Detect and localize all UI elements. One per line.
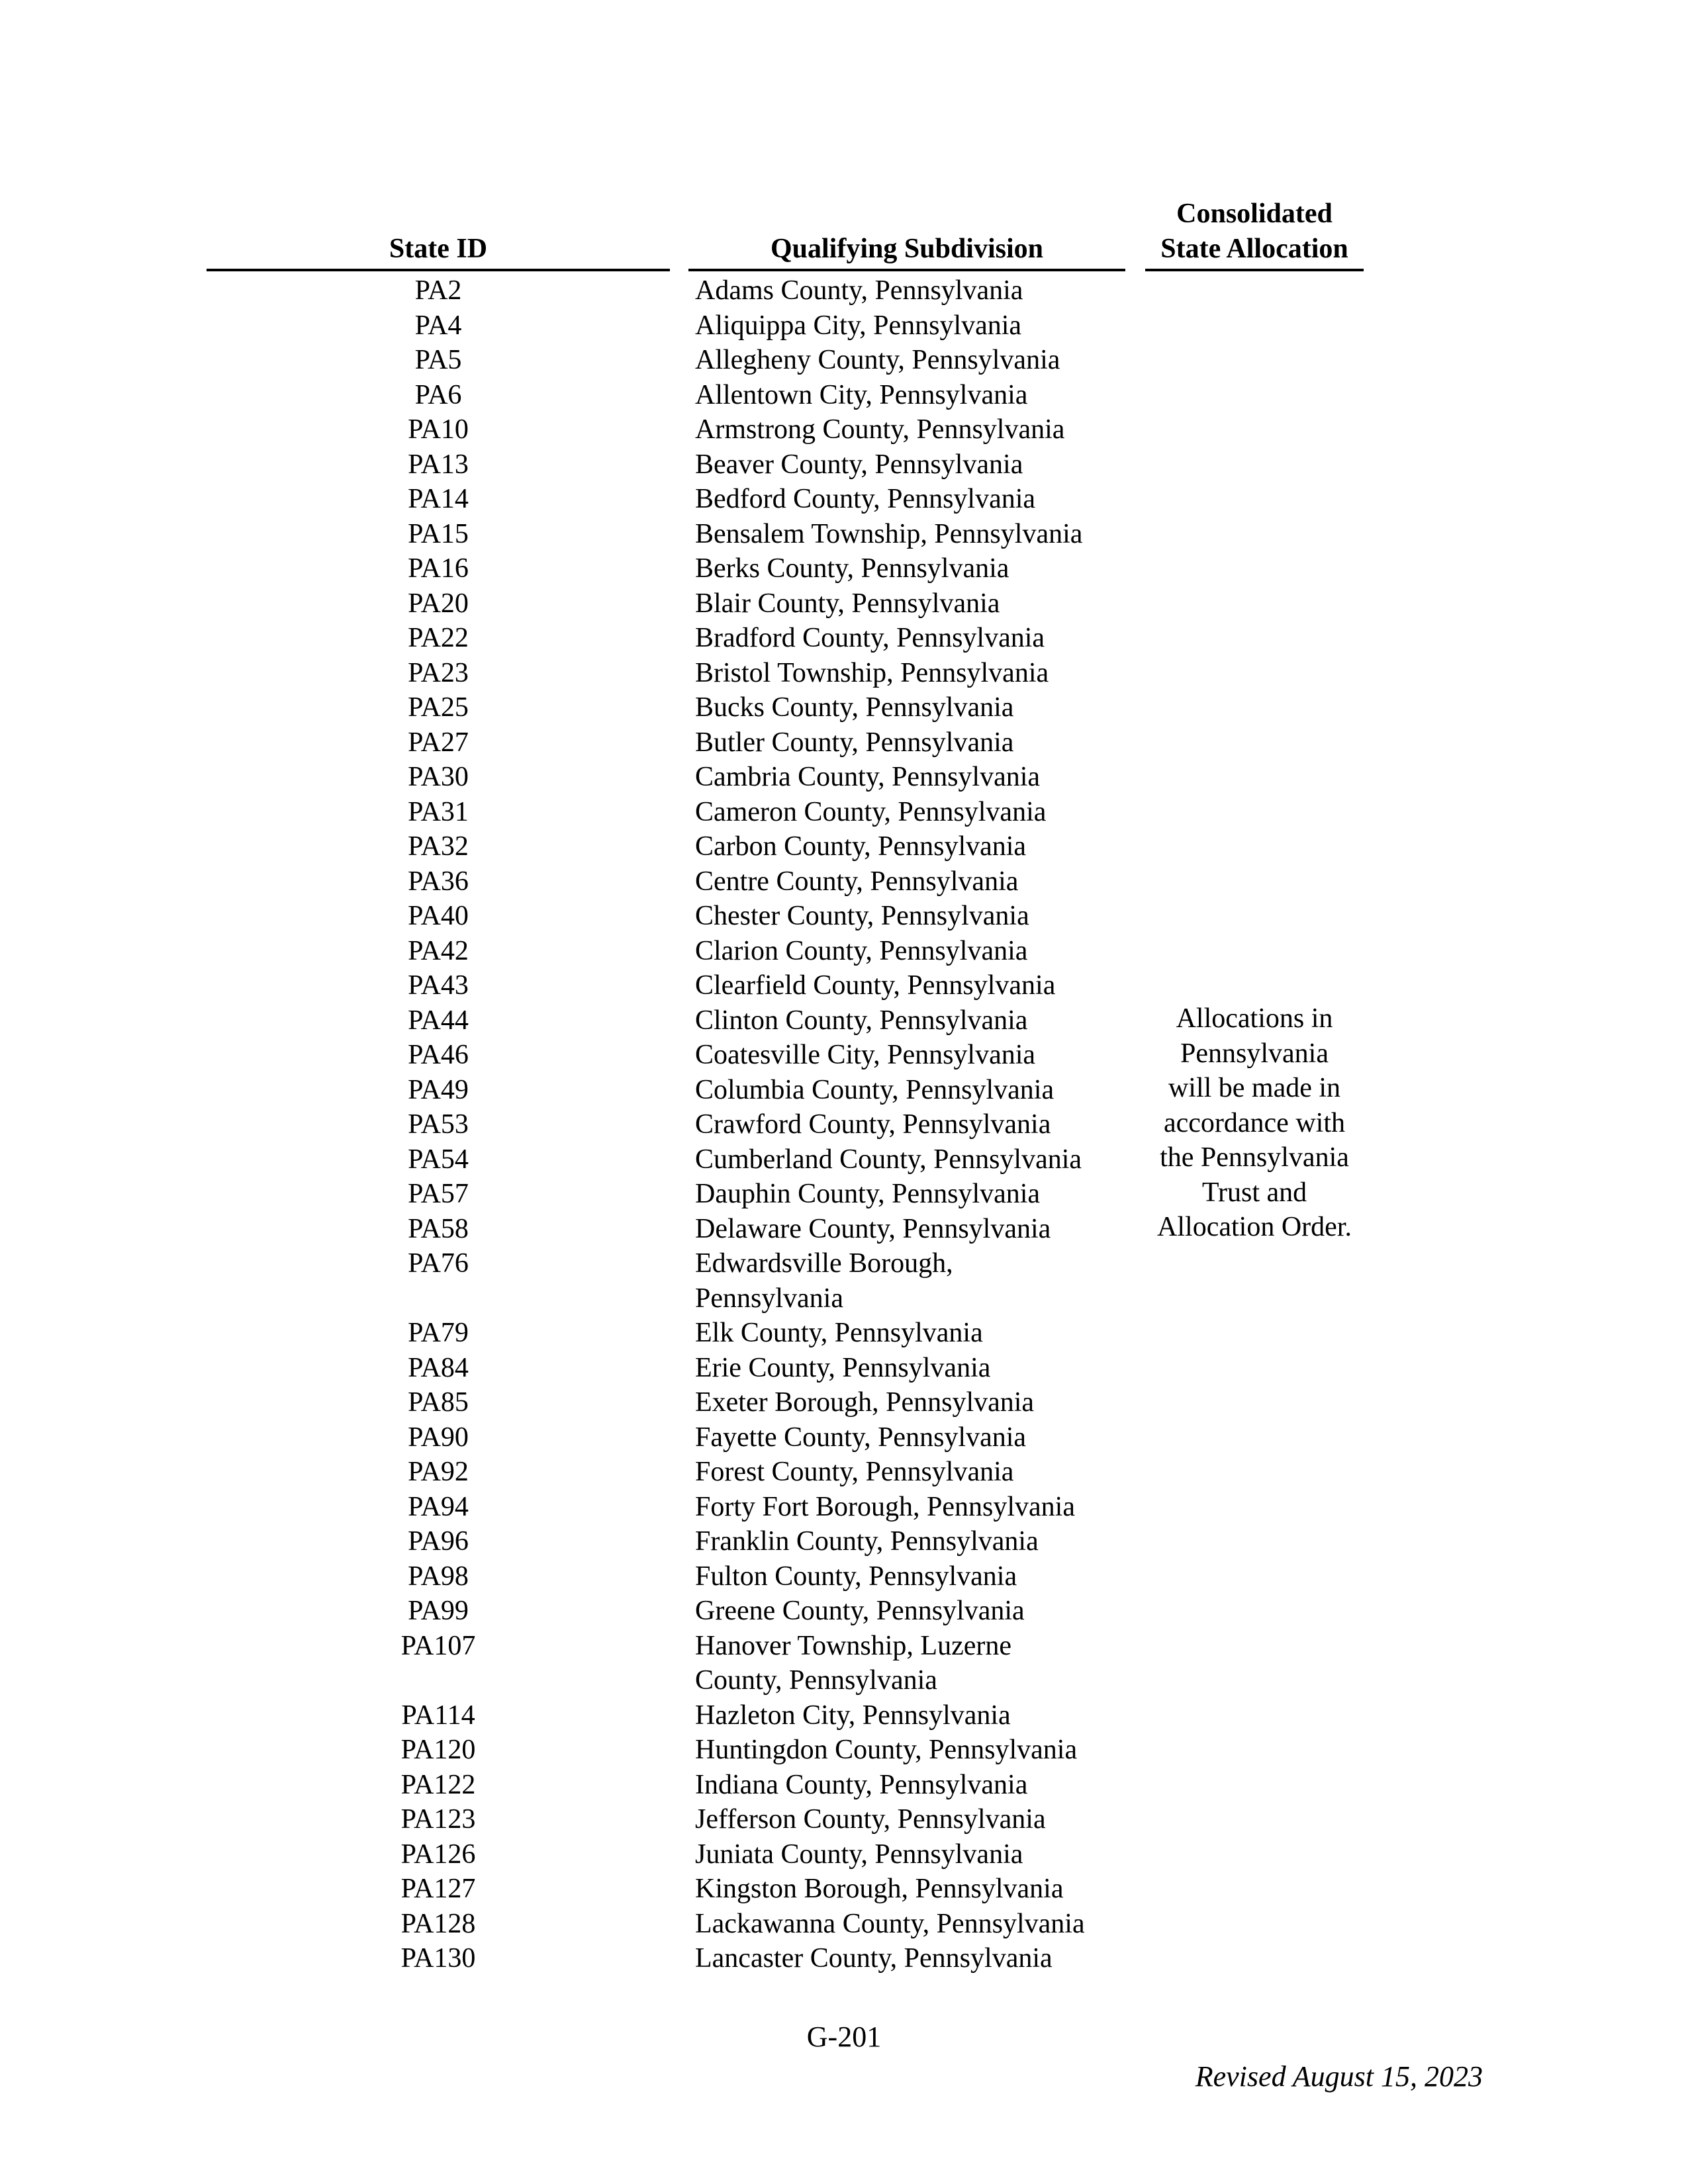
state-id-cell: PA6 [414, 379, 462, 410]
subdivision-cell: Cambria County, Pennsylvania [695, 762, 1041, 792]
table-row [0, 273, 1688, 308]
state-id-cell: PA53 [408, 1109, 469, 1140]
table-row [0, 1455, 1688, 1490]
table-row [0, 934, 1688, 969]
subdivision-cell: Franklin County, Pennsylvania [695, 1526, 1039, 1557]
subdivision-cell: Exeter Borough, Pennsylvania [695, 1387, 1035, 1418]
subdivision-cell: Chester County, Pennsylvania [695, 901, 1029, 931]
revision-date: Revised August 15, 2023 [1195, 2060, 1483, 2093]
table-row [0, 864, 1688, 899]
table-row [0, 1559, 1688, 1594]
state-id-cell: PA122 [400, 1769, 476, 1800]
table-row [0, 621, 1688, 656]
table-row [0, 725, 1688, 760]
state-id-cell: PA2 [414, 275, 462, 306]
subdivision-cell: Aliquippa City, Pennsylvania [695, 310, 1022, 341]
subdivision-cell: Clearfield County, Pennsylvania [695, 970, 1056, 1001]
subdivision-cell: Armstrong County, Pennsylvania [695, 414, 1065, 445]
subdivision-cell: Beaver County, Pennsylvania [695, 449, 1023, 480]
table-row [0, 795, 1688, 830]
table-row [0, 1107, 1688, 1142]
subdivision-cell: Forty Fort Borough, Pennsylvania [695, 1491, 1075, 1522]
state-id-cell: PA20 [408, 588, 469, 619]
subdivision-cell: Edwardsville Borough, Pennsylvania [695, 1248, 953, 1314]
table-row [0, 447, 1688, 482]
subdivision-cell: Columbia County, Pennsylvania [695, 1074, 1055, 1105]
state-id-cell: PA31 [408, 796, 469, 827]
subdivision-cell: Butler County, Pennsylvania [695, 727, 1014, 758]
state-id-cell: PA94 [408, 1491, 469, 1522]
state-id-cell: PA49 [408, 1074, 469, 1105]
state-id-cell: PA57 [408, 1179, 469, 1209]
state-id-cell: PA107 [400, 1630, 476, 1661]
subdivision-cell: Lackawanna County, Pennsylvania [695, 1908, 1085, 1939]
subdivision-cell: Clarion County, Pennsylvania [695, 935, 1028, 966]
state-id-cell: PA23 [408, 657, 469, 688]
state-id-cell: PA79 [408, 1318, 469, 1348]
state-id-cell: PA130 [400, 1943, 476, 1974]
table-row [0, 1907, 1688, 1942]
subdivision-cell: Delaware County, Pennsylvania [695, 1213, 1051, 1244]
subdivision-cell: Greene County, Pennsylvania [695, 1596, 1025, 1626]
state-id-cell: PA126 [400, 1839, 476, 1870]
subdivision-cell: Forest County, Pennsylvania [695, 1457, 1014, 1487]
subdivision-table [0, 273, 1688, 1976]
subdivision-cell: Centre County, Pennsylvania [695, 866, 1019, 897]
table-row [0, 308, 1688, 343]
state-id-cell: PA90 [408, 1422, 469, 1453]
table-row [0, 899, 1688, 934]
subdivision-cell: Bensalem Township, Pennsylvania [695, 518, 1083, 549]
subdivision-cell: Dauphin County, Pennsylvania [695, 1179, 1041, 1209]
table-row [0, 1941, 1688, 1976]
table-row [0, 551, 1688, 586]
subdivision-cell: Bradford County, Pennsylvania [695, 623, 1045, 653]
page-number: G-201 [806, 2021, 882, 2053]
table-row [0, 1003, 1688, 1038]
table-row [0, 690, 1688, 725]
table-row [0, 1802, 1688, 1837]
table-row [0, 1837, 1688, 1872]
state-id-cell: PA5 [414, 345, 462, 375]
allocation-note: Allocations in Pennsylvania will be made in accordance with the Pennsylvania Trust and Allocation Order. [1157, 1003, 1352, 1242]
qualifying-subdivision-header: Qualifying Subdivision [770, 234, 1044, 264]
subdivision-cell: Hanover Township, Luzerne County, Pennsylvania [695, 1630, 1011, 1696]
state-id-cell: PA128 [400, 1908, 476, 1939]
table-row [0, 1768, 1688, 1803]
subdivision-cell: Lancaster County, Pennsylvania [695, 1943, 1053, 1974]
state-id-cell: PA30 [408, 762, 469, 792]
state-id-cell: PA123 [400, 1804, 476, 1835]
subdivision-cell: Bedford County, Pennsylvania [695, 484, 1036, 514]
table-row [0, 1629, 1688, 1698]
table-row [0, 1073, 1688, 1108]
state-id-cell: PA36 [408, 866, 469, 897]
subdivision-cell: Crawford County, Pennsylvania [695, 1109, 1051, 1140]
table-row [0, 968, 1688, 1003]
table-row [0, 1351, 1688, 1386]
subdivision-cell: Juniata County, Pennsylvania [695, 1839, 1023, 1870]
state-id-cell: PA15 [408, 518, 469, 549]
state-id-cell: PA127 [400, 1874, 476, 1904]
state-id-header-rule [207, 269, 670, 271]
subdivision-cell: Indiana County, Pennsylvania [695, 1769, 1028, 1800]
table-row [0, 412, 1688, 447]
subdivision-cell: Kingston Borough, Pennsylvania [695, 1874, 1064, 1904]
table-row [0, 517, 1688, 552]
state-id-cell: PA96 [408, 1526, 469, 1557]
state-id-cell: PA44 [408, 1005, 469, 1036]
state-id-cell: PA16 [408, 553, 469, 584]
subdivision-cell: Elk County, Pennsylvania [695, 1318, 983, 1348]
table-row [0, 1524, 1688, 1559]
table-row [0, 829, 1688, 864]
table-row [0, 1142, 1688, 1177]
state-id-cell: PA4 [414, 310, 462, 341]
table-row [0, 1385, 1688, 1420]
subdivision-cell: Blair County, Pennsylvania [695, 588, 1000, 619]
state-id-cell: PA99 [408, 1596, 469, 1626]
subdivision-cell: Fayette County, Pennsylvania [695, 1422, 1027, 1453]
allocation-header-rule [1145, 269, 1364, 271]
state-id-cell: PA92 [408, 1457, 469, 1487]
table-row [0, 1594, 1688, 1629]
table-row [0, 1038, 1688, 1073]
subdivision-cell: Huntingdon County, Pennsylvania [695, 1735, 1078, 1765]
state-id-cell: PA40 [408, 901, 469, 931]
state-id-cell: PA76 [408, 1248, 469, 1279]
subdivision-cell: Coatesville City, Pennsylvania [695, 1040, 1036, 1070]
table-row [0, 656, 1688, 691]
subdivision-cell: Hazleton City, Pennsylvania [695, 1700, 1011, 1731]
consolidated-state-allocation-header: Consolidated State Allocation [1160, 199, 1348, 264]
table-row [0, 1420, 1688, 1455]
subdivision-cell: Bristol Township, Pennsylvania [695, 657, 1049, 688]
subdivision-cell: Jefferson County, Pennsylvania [695, 1804, 1046, 1835]
table-row [0, 1246, 1688, 1316]
table-row [0, 1177, 1688, 1212]
subdivision-cell: Fulton County, Pennsylvania [695, 1561, 1017, 1592]
table-row [0, 760, 1688, 795]
state-id-cell: PA114 [401, 1700, 475, 1731]
state-id-cell: PA14 [408, 484, 469, 514]
subdivision-cell: Clinton County, Pennsylvania [695, 1005, 1028, 1036]
subdivision-cell: Allentown City, Pennsylvania [695, 379, 1028, 410]
table-row [0, 1490, 1688, 1525]
state-id-cell: PA46 [408, 1040, 469, 1070]
subdivision-cell: Berks County, Pennsylvania [695, 553, 1009, 584]
state-id-cell: PA22 [408, 623, 469, 653]
state-id-header: State ID [389, 234, 488, 264]
subdivision-cell: Cumberland County, Pennsylvania [695, 1144, 1082, 1175]
subdivision-cell: Allegheny County, Pennsylvania [695, 345, 1060, 375]
subdivision-cell: Cameron County, Pennsylvania [695, 796, 1047, 827]
state-id-cell: PA25 [408, 692, 469, 723]
qualifying-subdivision-header-rule [688, 269, 1125, 271]
table-row [0, 482, 1688, 517]
state-id-cell: PA85 [408, 1387, 469, 1418]
table-row [0, 378, 1688, 413]
subdivision-cell: Carbon County, Pennsylvania [695, 831, 1027, 862]
table-row [0, 343, 1688, 378]
state-id-cell: PA43 [408, 970, 469, 1001]
subdivision-cell: Bucks County, Pennsylvania [695, 692, 1014, 723]
table-row [0, 1316, 1688, 1351]
table-row [0, 1212, 1688, 1247]
table-row [0, 586, 1688, 621]
state-id-cell: PA32 [408, 831, 469, 862]
subdivision-cell: Adams County, Pennsylvania [695, 275, 1023, 306]
state-id-cell: PA120 [400, 1735, 476, 1765]
state-id-cell: PA10 [408, 414, 469, 445]
state-id-cell: PA42 [408, 935, 469, 966]
state-id-cell: PA13 [408, 449, 469, 480]
table-row [0, 1698, 1688, 1733]
subdivision-cell: Erie County, Pennsylvania [695, 1352, 991, 1383]
state-id-cell: PA27 [408, 727, 469, 758]
state-id-cell: PA58 [408, 1213, 469, 1244]
table-row [0, 1872, 1688, 1907]
state-id-cell: PA98 [408, 1561, 469, 1592]
state-id-cell: PA54 [408, 1144, 469, 1175]
table-row [0, 1733, 1688, 1768]
state-id-cell: PA84 [408, 1352, 469, 1383]
